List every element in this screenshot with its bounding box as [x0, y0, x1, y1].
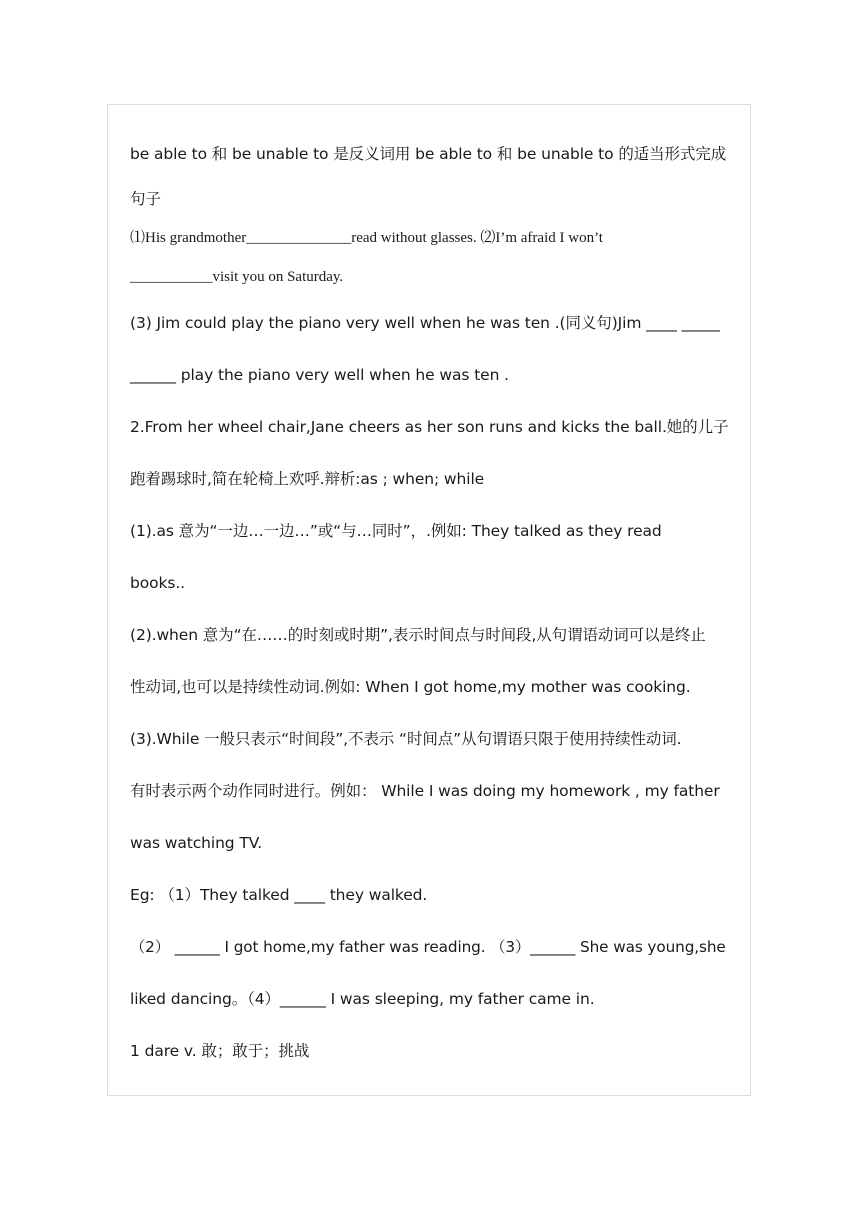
text-line-13: (3).While 一般只表示“时间段”,不表示 “时间点”从句谓语只限于使用持续性动词.: [130, 730, 682, 748]
text-line-17: （2） ______ I got home,my father was reading. （3）______ She was young,she: [130, 938, 726, 956]
text-line-5: (3) Jim could play the piano very well when he was ten .(同义句)Jim ____ _____: [130, 314, 720, 332]
text-line-10: books..: [130, 574, 186, 592]
text-line-6: ______ play the piano very well when he was ten .: [130, 366, 509, 384]
text-line-9: (1).as 意为“一边…一边…”或“与…同时”，.例如: They talked as they read: [130, 522, 662, 540]
text-line-19: 1 dare v. 敢；敢于；挑战: [130, 1042, 310, 1060]
text-line-12: 性动词,也可以是持续性动词.例如: When I got home,my mother was cooking.: [130, 678, 691, 696]
text-line-18: liked dancing。（4）______ I was sleeping, my father came in.: [130, 990, 595, 1008]
text-line-7: 2.From her wheel chair,Jane cheers as her son runs and kicks the ball.她的儿子: [130, 418, 729, 436]
text-line-2: 句子: [130, 190, 161, 208]
text-line-1: be able to 和 be unable to 是反义词用 be able to 和 be unable to 的适当形式完成: [130, 145, 727, 163]
text-line-8: 跑着踢球时,简在轮椅上欢呼.辩析:as ; when; while: [130, 470, 485, 488]
text-line-3: ⑴His grandmother______________read without glasses. ⑵I’m afraid I won’t: [130, 230, 603, 246]
text-line-4: ___________visit you on Saturday.: [130, 269, 344, 285]
text-line-11: (2).when 意为“在……的时刻或时期”,表示时间点与时间段,从句谓语动词可以是终止: [130, 626, 706, 644]
text-line-14: 有时表示两个动作同时进行。例如： While I was doing my homework , my father: [130, 782, 720, 800]
text-line-15: was watching TV.: [130, 834, 263, 852]
text-line-16: Eg: （1）They talked ____ they walked.: [130, 886, 428, 904]
